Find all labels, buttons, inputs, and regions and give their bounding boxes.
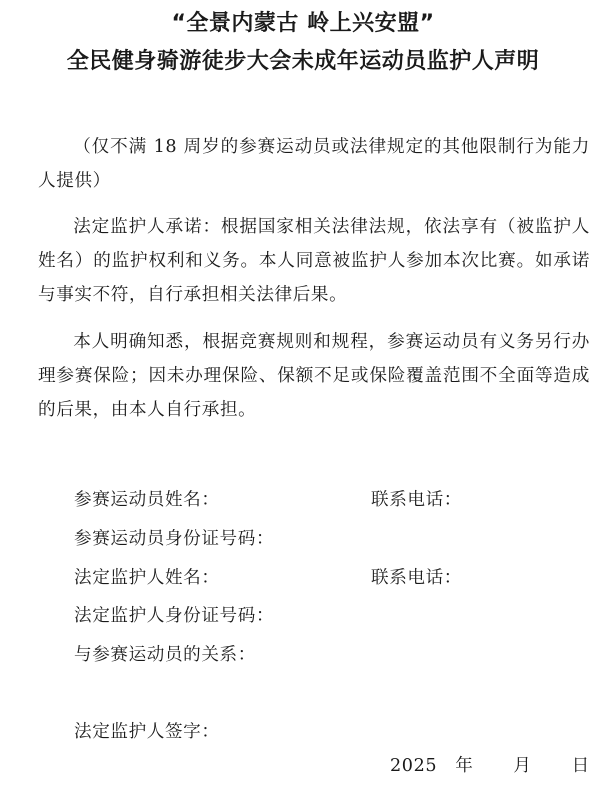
guardian-commitment-paragraph: 法定监护人承诺：根据国家相关法律法规，依法享有（被监护人姓名）的监护权利和义务。本人同意被监护人参加本次比赛。如承诺与事实不符，自行承担相关法律后果。 bbox=[38, 217, 590, 305]
scope-note-paragraph: （仅不满 18 周岁的参赛运动员或法律规定的其他限制行为能力人提供） bbox=[38, 137, 590, 191]
athlete-id-label: 参赛运动员身份证号码： bbox=[74, 529, 275, 549]
relation-label: 与参赛运动员的关系： bbox=[74, 645, 256, 665]
guardian-phone-label: 联系电话： bbox=[371, 568, 462, 588]
date-year: 2025 bbox=[390, 756, 438, 776]
guardian-signature-label: 法定监护人签字： bbox=[74, 722, 220, 742]
guardian-name-label: 法定监护人姓名： bbox=[74, 568, 220, 588]
title-line-2: 全民健身骑游徒步大会未成年运动员监护人声明 bbox=[66, 49, 540, 74]
athlete-name-label: 参赛运动员姓名： bbox=[74, 490, 220, 510]
date-month-unit: 月 bbox=[513, 756, 532, 776]
date-year-unit: 年 bbox=[455, 756, 474, 776]
date-line bbox=[390, 752, 590, 777]
date-day-unit: 日 bbox=[571, 756, 590, 776]
athlete-phone-label: 联系电话： bbox=[371, 490, 462, 510]
guardian-id-label: 法定监护人身份证号码： bbox=[74, 606, 275, 626]
insurance-notice-paragraph: 本人明确知悉，根据竞赛规则和规程，参赛运动员有义务另行办理参赛保险；因未办理保险、保额不足或保险覆盖范围不全面等造成的后果，由本人自行承担。 bbox=[38, 332, 590, 420]
title-line-1: “全景内蒙古 岭上兴安盟” bbox=[171, 11, 435, 36]
